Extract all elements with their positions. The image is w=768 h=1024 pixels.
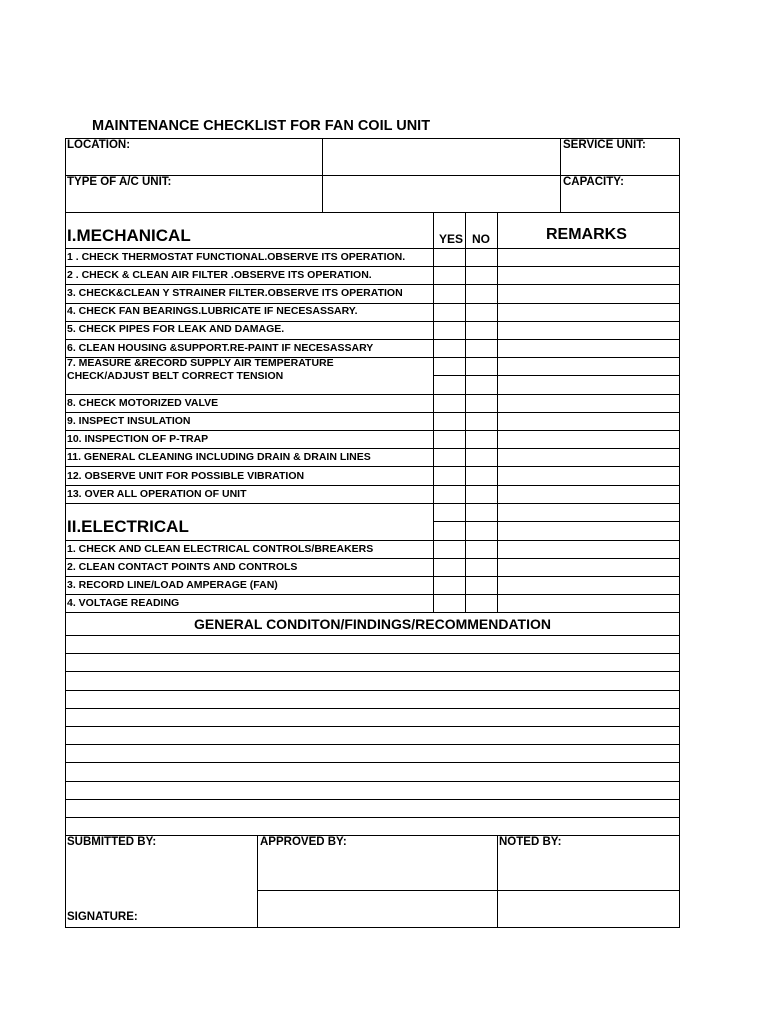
checklist-item: CHECK/ADJUST BELT CORRECT TENSION (67, 370, 284, 382)
findings-line (65, 653, 680, 654)
checklist-item: 11. GENERAL CLEANING INCLUDING DRAIN & DRAIN LINES (67, 451, 371, 463)
footer-divider (497, 835, 498, 928)
row-line (65, 412, 680, 413)
checklist-item: 12. OBSERVE UNIT FOR POSSIBLE VIBRATION (67, 470, 305, 482)
checklist-item: 1. CHECK AND CLEAN ELECTRICAL CONTROLS/BREAKERS (67, 543, 374, 555)
row-line (65, 266, 680, 267)
row-line (65, 558, 680, 559)
submitted-by-label: SUBMITTED BY: (67, 836, 157, 848)
findings-line (65, 762, 680, 763)
row-line (65, 540, 680, 541)
row-line (65, 448, 680, 449)
checklist-item: 1 . CHECK THERMOSTAT FUNCTIONAL.OBSERVE ITS OPERATION. (67, 251, 406, 263)
capacity-label: CAPACITY: (563, 176, 624, 188)
no-column-header: NO (472, 232, 490, 246)
approved-by-label: APPROVED BY: (260, 836, 347, 848)
row-line (65, 576, 680, 577)
checklist-item: 4. VOLTAGE READING (67, 597, 180, 609)
findings-line (65, 817, 680, 818)
row-line (65, 212, 680, 213)
checklist-item: 10. INSPECTION OF P-TRAP (67, 433, 209, 445)
checklist-item: 5. CHECK PIPES FOR LEAK AND DAMAGE. (67, 323, 285, 335)
remarks-column-header: REMARKS (546, 226, 627, 243)
findings-line (65, 835, 680, 836)
electrical-heading: II.ELECTRICAL (67, 517, 189, 536)
general-findings-heading: GENERAL CONDITON/FINDINGS/RECOMMENDATION (193, 616, 551, 632)
form-title: MAINTENANCE CHECKLIST FOR FAN COIL UNIT (92, 118, 431, 134)
checklist-item: 8. CHECK MOTORIZED VALVE (67, 397, 219, 409)
checklist-item: 7. MEASURE &RECORD SUPPLY AIR TEMPERATURE (67, 357, 334, 369)
findings-line (65, 671, 680, 672)
noted-by-label: NOTED BY: (499, 836, 562, 848)
yes-column-header: YES (439, 232, 464, 246)
row-line (65, 612, 680, 613)
row-line (65, 303, 680, 304)
findings-line (65, 635, 680, 636)
checklist-item: 9. INSPECT INSULATION (67, 415, 191, 427)
row-line (65, 594, 680, 595)
checklist-item: 3. RECORD LINE/LOAD AMPERAGE (FAN) (67, 579, 278, 591)
row-line (65, 503, 680, 504)
row-line (65, 466, 680, 467)
location-field[interactable] (323, 139, 559, 174)
footer-divider (257, 835, 258, 928)
ac-type-field[interactable] (323, 176, 559, 211)
row-line (65, 284, 680, 285)
row-line (433, 521, 680, 522)
findings-line (65, 799, 680, 800)
row-line (65, 430, 680, 431)
findings-line (65, 690, 680, 691)
findings-line (65, 781, 680, 782)
checklist-item: 2 . CHECK & CLEAN AIR FILTER .OBSERVE ITS OPERATION. (67, 269, 372, 281)
row-line (65, 248, 680, 249)
checklist-item: 6. CLEAN HOUSING &SUPPORT.RE-PAINT IF NECESASSARY (67, 342, 374, 354)
signature-label: SIGNATURE: (67, 911, 138, 923)
location-label: LOCATION: (67, 139, 131, 151)
checklist-item: 2. CLEAN CONTACT POINTS AND CONTROLS (67, 561, 298, 573)
row-line (65, 485, 680, 486)
findings-line (65, 708, 680, 709)
findings-line (65, 744, 680, 745)
mechanical-heading: I.MECHANICAL (67, 226, 191, 245)
row-line (65, 394, 680, 395)
findings-line (65, 726, 680, 727)
ac-type-label: TYPE OF A/C UNIT: (67, 176, 172, 188)
checklist-item: 4. CHECK FAN BEARINGS.LUBRICATE IF NECESASSARY. (67, 305, 358, 317)
row-line (65, 321, 680, 322)
row-line (65, 339, 680, 340)
checklist-item: 3. CHECK&CLEAN Y STRAINER FILTER.OBSERVE ITS OPERATION (67, 287, 403, 299)
footer-line (257, 890, 680, 891)
row-line (433, 375, 680, 376)
service-unit-label: SERVICE UNIT: (563, 139, 646, 151)
checklist-item: 13. OVER ALL OPERATION OF UNIT (67, 488, 247, 500)
